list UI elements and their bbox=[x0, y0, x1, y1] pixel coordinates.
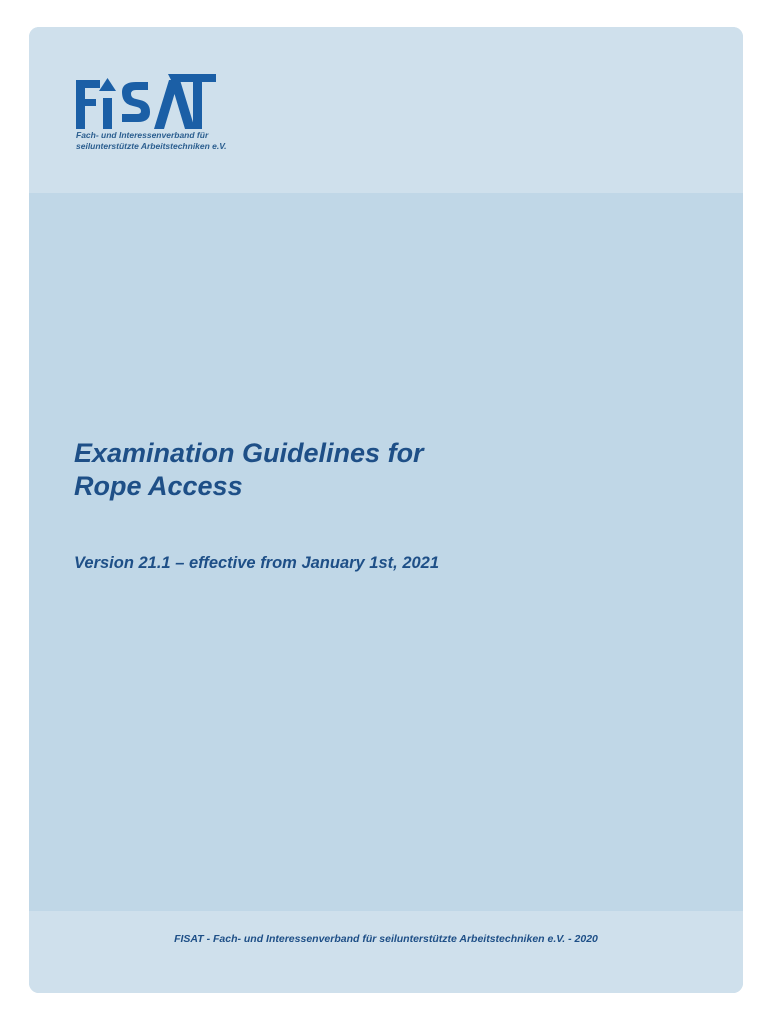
document-title-line1: Examination Guidelines for bbox=[74, 438, 424, 468]
document-title bbox=[74, 437, 424, 503]
fisat-logo bbox=[76, 74, 216, 129]
logo-subtitle-line1: Fach- und Interessenverband für bbox=[76, 130, 209, 140]
footer-band bbox=[29, 911, 743, 993]
logo-subtitle bbox=[76, 130, 227, 152]
logo-subtitle-line2: seilunterstützte Arbeitstechniken e.V. bbox=[76, 141, 227, 151]
document-title-line2: Rope Access bbox=[74, 471, 243, 501]
footer-text: FISAT - Fach- und Interessenverband für seilunterstützte Arbeitstechniken e.V. - 2020 bbox=[174, 933, 598, 945]
document-page bbox=[29, 27, 743, 993]
version-line: Version 21.1 – effective from January 1st, 2021 bbox=[74, 554, 440, 572]
